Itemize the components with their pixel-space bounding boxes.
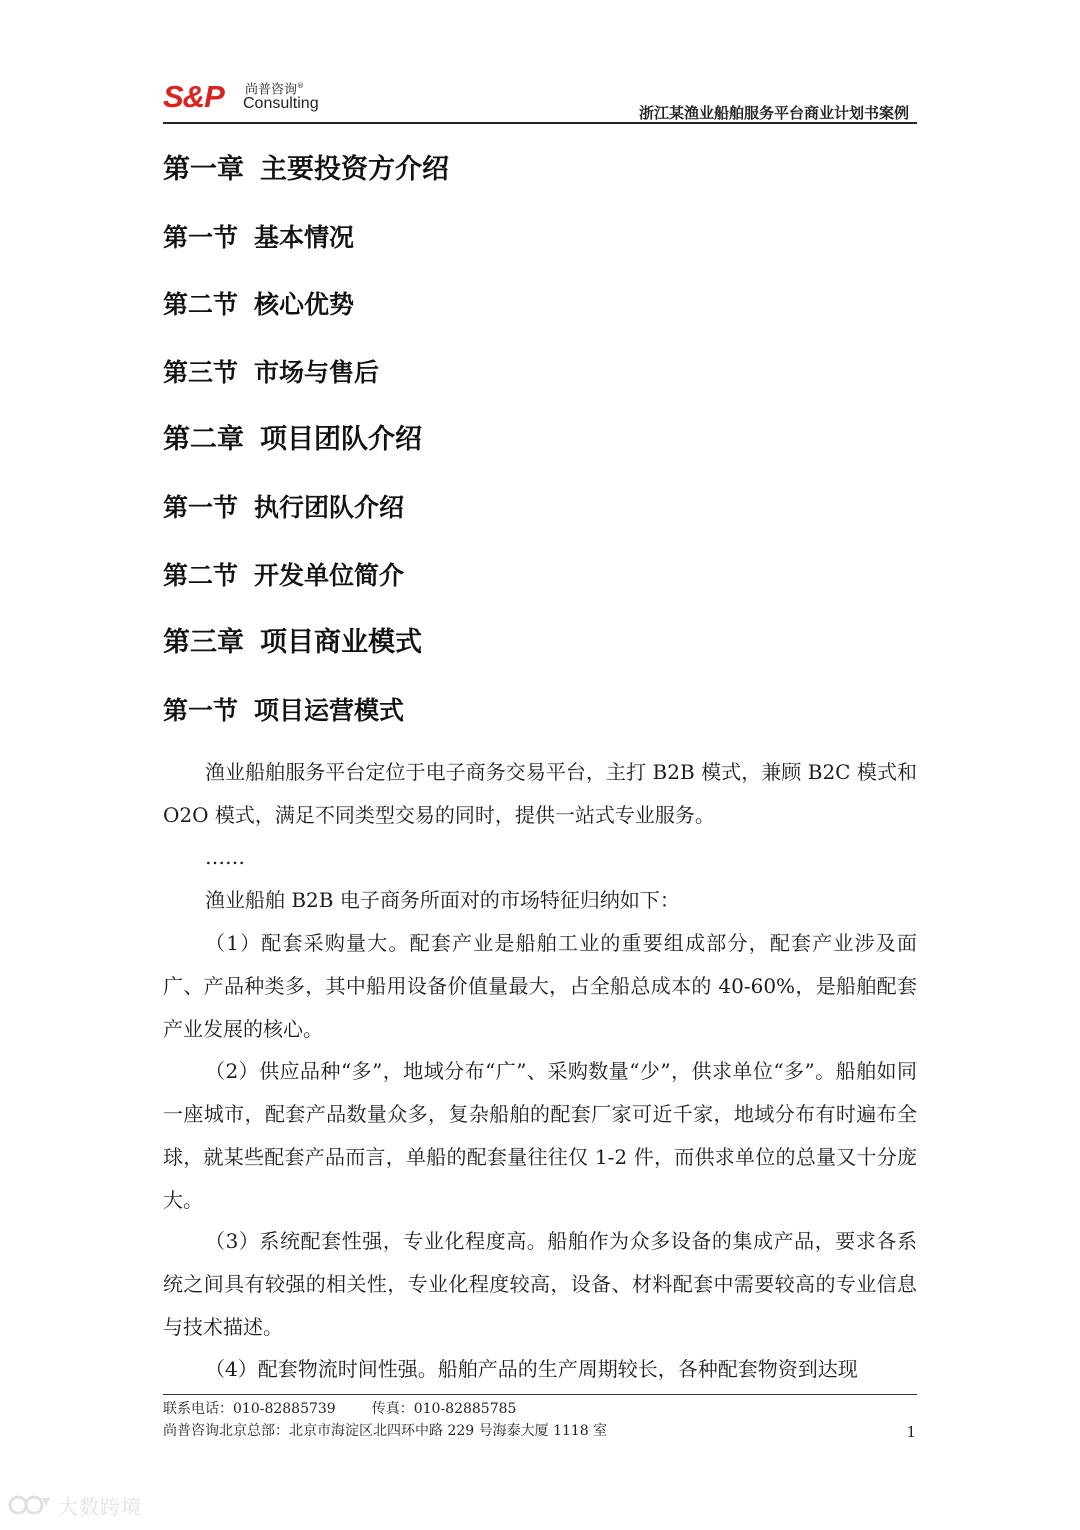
logo-mark: S&P: [163, 79, 224, 114]
section-heading-1-3: 第三节 市场与售后: [163, 358, 380, 387]
body-paragraph-2: 渔业船舶 B2B 电子商务所面对的市场特征归纳如下：: [205, 888, 680, 912]
section-heading-3-1: 第一节 项目运营模式: [163, 696, 405, 725]
section-heading-2-1: 第一节 执行团队介绍: [163, 493, 405, 522]
footer-divider: [163, 1394, 917, 1395]
body-paragraph-4: （2）供应品种“多”，地域分布“广”、采购数量“少”，供求单位“多”。船舶如同一座城市，配套产品数量众多，复杂船舶的配套厂家可近千家，地域分布有时遍布全球，就某些配套产品而言，单船的配套量往往仅 1-2 件，而供求单位的总量又十分庞大。: [163, 1059, 917, 1212]
document-title: 浙江某渔业船舶服务平台商业计划书案例: [638, 104, 909, 122]
body-paragraph-3: （1）配套采购量大。配套产业是船舶工业的重要组成部分，配套产业涉及面广、产品种类多，其中船用设备价值量最大，占全船总成本的 40-60%，是船舶配套产业发展的核心。: [163, 931, 917, 1041]
footer-address: 尚普咨询北京总部：北京市海淀区北四环中路 229 号海泰大厦 1118 室: [163, 1423, 608, 1439]
watermark-text: 大数跨境: [58, 1494, 142, 1519]
body-paragraph-6: （4）配套物流时间性强。船舶产品的生产周期较长，各种配套物资到达现: [205, 1357, 858, 1381]
body-ellipsis: ……: [205, 845, 245, 869]
body-paragraph-5: （3）系统配套性强，专业化程度高。船舶作为众多设备的集成产品，要求各系统之间具有较强的相关性，专业化程度较高，设备、材料配套中需要较高的专业信息与技术描述。: [163, 1229, 917, 1339]
body-paragraph-1: 渔业船舶服务平台定位于电子商务交易平台，主打 B2B 模式，兼顾 B2C 模式和 O2O 模式，满足不同类型交易的同时，提供一站式专业服务。: [163, 760, 917, 827]
logo-english-name: Consulting: [243, 95, 319, 112]
chapter-heading-2: 第二章 项目团队介绍: [163, 424, 422, 455]
company-logo: [163, 76, 333, 120]
page-number: 1: [906, 1423, 916, 1441]
page-header: [163, 76, 917, 122]
brand-logo-icon: [8, 1492, 52, 1518]
section-heading-1-1: 第一节 基本情况: [163, 223, 355, 252]
footer-fax: 传真：010-82885785: [371, 1401, 517, 1417]
header-divider: [163, 122, 917, 124]
section-heading-1-2: 第二节 核心优势: [163, 290, 355, 319]
section-heading-2-2: 第二节 开发单位简介: [163, 561, 405, 590]
chapter-heading-1: 第一章 主要投资方介绍: [163, 154, 449, 185]
footer-contact: [163, 1400, 516, 1418]
footer-phone: 联系电话：010-82885739: [163, 1401, 336, 1417]
watermark: [8, 1490, 142, 1520]
chapter-heading-3: 第三章 项目商业模式: [163, 627, 422, 658]
logo-chinese-name: 尚普咨询®: [245, 82, 305, 98]
